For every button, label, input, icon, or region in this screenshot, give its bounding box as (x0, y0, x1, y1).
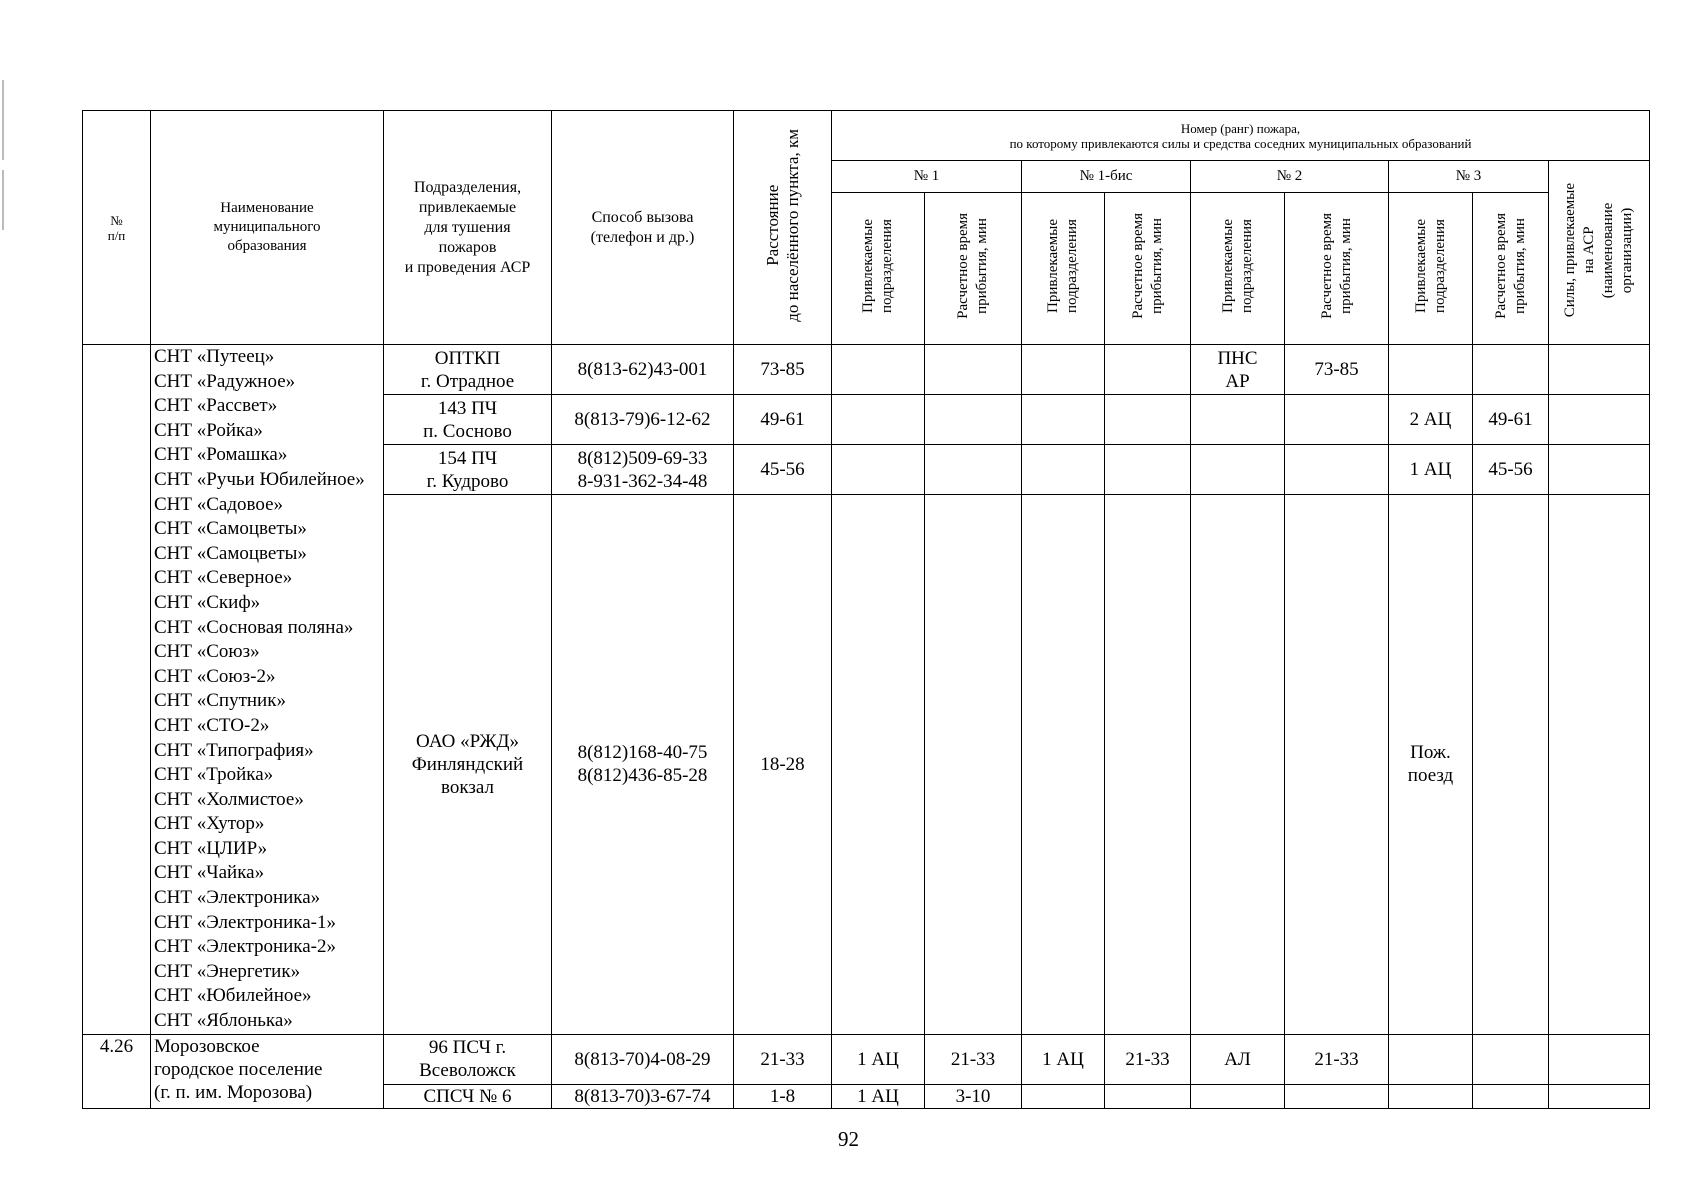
header-units: Подразделения, привлекаемые для тушения пожаров и проведения АСР (384, 111, 552, 345)
phone-cell: 8(813-70)3-67-74 (552, 1084, 734, 1108)
header-r1bis-units: Привлекаемые подразделения (1022, 193, 1105, 345)
asr-cell (1549, 495, 1650, 1035)
scan-edge-mark (2, 80, 4, 160)
r1bis-units-cell (1022, 445, 1105, 495)
snt-name: СНТ «Спутник» (154, 690, 286, 712)
r1bis-units-cell (1022, 1084, 1105, 1108)
r3-units-cell (1389, 1084, 1473, 1108)
page-number: 92 (838, 1127, 859, 1151)
r1-time-cell: 3-10 (925, 1084, 1022, 1108)
snt-name: СНТ «Самоцветы» (154, 518, 307, 540)
fire-forces-table (82, 110, 1650, 1109)
r1-time-cell (925, 495, 1022, 1035)
r2-time-cell: 21-33 (1285, 1034, 1389, 1084)
asr-cell (1549, 395, 1650, 445)
header-distance-text: Расстояние до населённого пункта, км (762, 128, 802, 322)
unit-cell: ОПТКП г. Отрадное (384, 345, 552, 395)
snt-name: СНТ «Ромашка» (154, 444, 288, 466)
snt-name: СНТ «Хутор» (154, 813, 265, 835)
snt-name: СНТ «Ройка» (154, 419, 263, 441)
header-r1-units: Привлекаемые подразделения (832, 193, 925, 345)
snt-name: СНТ «Яблонька» (154, 1010, 293, 1032)
asr-cell (1549, 1034, 1650, 1084)
phone-cell: 8(812)168-40-75 8(812)436-85-28 (552, 495, 734, 1035)
header-rank-2: № 2 (1191, 161, 1389, 193)
r1-units-cell: 1 АЦ (832, 1084, 925, 1108)
phone-cell: 8(813-70)4-08-29 (552, 1034, 734, 1084)
distance-cell: 49-61 (734, 395, 832, 445)
distance-cell: 21-33 (734, 1034, 832, 1084)
unit-cell: ОАО «РЖД» Финляндский вокзал (384, 495, 552, 1035)
r3-units-cell (1389, 345, 1473, 395)
r3-units-cell: 2 АЦ (1389, 395, 1473, 445)
r2-time-cell (1285, 1084, 1389, 1108)
snt-name: СНТ «Ручьи Юбилейное» (154, 468, 365, 490)
r3-time-cell: 45-56 (1473, 445, 1549, 495)
phone-cell: 8(813-62)43-001 (552, 345, 734, 395)
snt-name: СНТ «Юбилейное» (154, 985, 312, 1007)
r1-time-cell (925, 345, 1022, 395)
r1bis-time-cell (1105, 445, 1191, 495)
header-municipality: Наименование муниципального образования (151, 111, 384, 345)
header-distance (734, 111, 832, 345)
distance-cell: 45-56 (734, 445, 832, 495)
table-row (83, 345, 1650, 395)
snt-name-list (151, 345, 384, 1035)
snt-name: СНТ «ЦЛИР» (154, 837, 268, 859)
r2-time-cell (1285, 445, 1389, 495)
distance-cell: 1-8 (734, 1084, 832, 1108)
r1bis-time-cell (1105, 495, 1191, 1035)
snt-name: СНТ «Скиф» (154, 591, 261, 613)
r1-units-cell (832, 395, 925, 445)
scan-edge-mark (2, 170, 4, 230)
r1-units-cell: 1 АЦ (832, 1034, 925, 1084)
row-number: 4.26 (83, 1034, 151, 1108)
r3-time-cell (1473, 1084, 1549, 1108)
snt-name: СНТ «Чайка» (154, 862, 265, 884)
r3-time-cell (1473, 1034, 1549, 1084)
header-call-method: Способ вызова (телефон и др.) (552, 111, 734, 345)
snt-name: СНТ «Садовое» (154, 493, 284, 515)
header-asr-text: Силы, привлекаемые на АСР (наименование организации) (1562, 182, 1636, 318)
snt-name: СНТ «Рассвет» (154, 395, 278, 417)
unit-cell: СПСЧ № 6 (384, 1084, 552, 1108)
snt-name: СНТ «Электроника» (154, 887, 321, 909)
header-rank-1: № 1 (832, 161, 1022, 193)
snt-name: СНТ «СТО-2» (154, 714, 270, 736)
r1bis-units-cell (1022, 495, 1105, 1035)
snt-name: СНТ «Тройка» (154, 764, 274, 786)
r1-units-cell (832, 345, 925, 395)
r1-units-cell (832, 445, 925, 495)
snt-name: СНТ «Холмистое» (154, 788, 304, 810)
r3-units-cell: 1 АЦ (1389, 445, 1473, 495)
snt-name: СНТ «Северное» (154, 567, 293, 589)
r2-units-cell (1191, 445, 1285, 495)
r1bis-units-cell (1022, 345, 1105, 395)
r3-time-cell: 49-61 (1473, 395, 1549, 445)
snt-name: СНТ «Союз-2» (154, 665, 276, 687)
asr-cell (1549, 345, 1650, 395)
asr-cell (1549, 1084, 1650, 1108)
unit-cell: 143 ПЧ п. Сосново (384, 395, 552, 445)
snt-name: СНТ «Радужное» (154, 370, 296, 392)
r1bis-time-cell (1105, 345, 1191, 395)
header-number: № п/п (83, 111, 151, 345)
snt-name: СНТ «Сосновая поляна» (154, 616, 354, 638)
header-r2-units: Привлекаемые подразделения (1191, 193, 1285, 345)
r2-units-cell: АЛ (1191, 1034, 1285, 1084)
municipality-name: Морозовское городское поселение (г. п. им. Морозова) (151, 1034, 384, 1108)
snt-name: СНТ «Путеец» (154, 346, 275, 367)
header-rank-1bis: № 1-бис (1022, 161, 1191, 193)
r2-units-cell (1191, 1084, 1285, 1108)
r2-units-cell (1191, 495, 1285, 1035)
r2-units-cell (1191, 395, 1285, 445)
snt-name: СНТ «Самоцветы» (154, 542, 307, 564)
asr-cell (1549, 445, 1650, 495)
header-asr (1549, 161, 1650, 345)
r2-units-cell: ПНС АР (1191, 345, 1285, 395)
unit-cell: 154 ПЧ г. Кудрово (384, 445, 552, 495)
r3-units-cell (1389, 1034, 1473, 1084)
r2-time-cell: 73-85 (1285, 345, 1389, 395)
r1-units-cell (832, 495, 925, 1035)
r1bis-time-cell: 21-33 (1105, 1034, 1191, 1084)
r2-time-cell (1285, 495, 1389, 1035)
r1bis-units-cell: 1 АЦ (1022, 1034, 1105, 1084)
table-row (83, 1034, 1650, 1084)
snt-name: СНТ «Электроника-1» (154, 911, 337, 933)
snt-name: СНТ «Типография» (154, 739, 314, 761)
unit-cell: 96 ПСЧ г. Всеволожск (384, 1034, 552, 1084)
phone-cell: 8(813-79)6-12-62 (552, 395, 734, 445)
header-r3-units: Привлекаемые подразделения (1389, 193, 1473, 345)
header-r1-time: Расчетное время прибытия, мин (925, 193, 1022, 345)
header-r2-time: Расчетное время прибытия, мин (1285, 193, 1389, 345)
snt-name: СНТ «Энергетик» (154, 960, 301, 982)
snt-name: СНТ «Электроника-2» (154, 936, 337, 958)
r3-time-cell (1473, 345, 1549, 395)
r1bis-time-cell (1105, 395, 1191, 445)
header-r1bis-time: Расчетное время прибытия, мин (1105, 193, 1191, 345)
r1bis-units-cell (1022, 395, 1105, 445)
r3-units-cell: Пож. поезд (1389, 495, 1473, 1035)
header-fire-rank: Номер (ранг) пожара, по которому привлекаются силы и средства соседних муниципальных образований (832, 111, 1650, 161)
r1-time-cell: 21-33 (925, 1034, 1022, 1084)
phone-cell: 8(812)509-69-33 8-931-362-34-48 (552, 445, 734, 495)
header-rank-3: № 3 (1389, 161, 1549, 193)
r3-time-cell (1473, 495, 1549, 1035)
row-number-empty (83, 345, 151, 1035)
r1-time-cell (925, 445, 1022, 495)
r2-time-cell (1285, 395, 1389, 445)
header-r3-time: Расчетное время прибытия, мин (1473, 193, 1549, 345)
r1bis-time-cell (1105, 1084, 1191, 1108)
distance-cell: 73-85 (734, 345, 832, 395)
snt-name: СНТ «Союз» (154, 641, 260, 663)
r1-time-cell (925, 395, 1022, 445)
distance-cell: 18-28 (734, 495, 832, 1035)
